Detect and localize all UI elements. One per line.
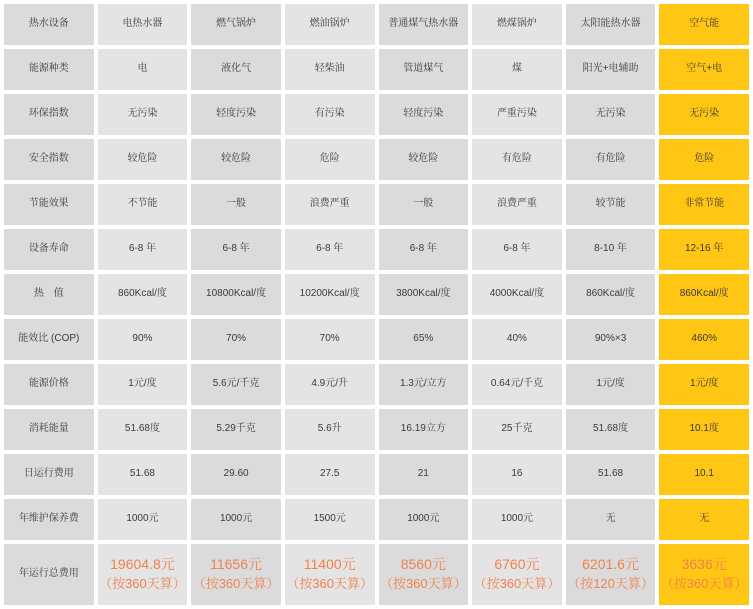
data-cell: 27.5 [285, 454, 375, 495]
data-cell-highlight: 860Kcal/度 [659, 274, 749, 315]
data-cell: 危险 [285, 139, 375, 180]
data-cell: 90% [98, 319, 188, 360]
data-cell: 严重污染 [472, 94, 562, 135]
data-cell: 90%×3 [566, 319, 656, 360]
data-cell: 1000元 [379, 499, 469, 540]
data-cell: 6-8 年 [285, 229, 375, 270]
data-cell: 0.64元/千克 [472, 364, 562, 405]
data-cell: 燃气锅炉 [191, 4, 281, 45]
data-cell [285, 544, 375, 605]
data-cell: 轻度污染 [379, 94, 469, 135]
data-cell: 较危险 [98, 139, 188, 180]
data-cell: 5.6元/千克 [191, 364, 281, 405]
data-cell-highlight: 12-16 年 [659, 229, 749, 270]
row-label-cell: 能效比 (COP) [4, 319, 94, 360]
data-cell-highlight [659, 544, 749, 605]
data-cell-highlight: 空气能 [659, 4, 749, 45]
data-cell: 4000Kcal/度 [472, 274, 562, 315]
data-cell-highlight: 1元/度 [659, 364, 749, 405]
data-cell: 10200Kcal/度 [285, 274, 375, 315]
data-cell: 浪费严重 [285, 184, 375, 225]
data-cell: 无污染 [98, 94, 188, 135]
total-cost-note: （按120天算） [567, 575, 654, 591]
data-cell [379, 544, 469, 605]
row-label-cell: 能源价格 [4, 364, 94, 405]
data-cell: 6-8 年 [379, 229, 469, 270]
row-label-cell: 年运行总费用 [4, 544, 94, 605]
total-cost-note: （按360天算） [473, 575, 561, 591]
data-cell: 1500元 [285, 499, 375, 540]
data-cell: 电热水器 [98, 4, 188, 45]
data-cell-highlight: 无污染 [659, 94, 749, 135]
data-cell-highlight: 10.1 [659, 454, 749, 495]
data-cell: 无 [566, 499, 656, 540]
data-cell-highlight: 空气+电 [659, 49, 749, 90]
total-cost-amount: 8560元 [400, 556, 446, 573]
data-cell [191, 544, 281, 605]
data-cell: 16.19立方 [379, 409, 469, 450]
data-cell: 21 [379, 454, 469, 495]
data-cell: 1.3元/立方 [379, 364, 469, 405]
total-cost-amount: 11656元 [210, 556, 263, 573]
data-cell: 8-10 年 [566, 229, 656, 270]
data-cell: 较危险 [191, 139, 281, 180]
row-label-cell: 节能效果 [4, 184, 94, 225]
data-cell: 5.6升 [285, 409, 375, 450]
data-cell: 10800Kcal/度 [191, 274, 281, 315]
total-cost-note: （按360天算） [286, 575, 374, 591]
data-cell: 1000元 [191, 499, 281, 540]
data-cell: 太阳能热水器 [566, 4, 656, 45]
data-cell: 51.68度 [566, 409, 656, 450]
data-cell: 阳光+电辅助 [566, 49, 656, 90]
data-cell: 65% [379, 319, 469, 360]
data-cell: 煤 [472, 49, 562, 90]
row-label-cell: 环保指数 [4, 94, 94, 135]
total-cost-note: （按360天算） [379, 575, 467, 591]
data-cell: 3800Kcal/度 [379, 274, 469, 315]
data-cell [472, 544, 562, 605]
total-cost-amount: 19604.8元 [110, 556, 175, 573]
data-cell: 6-8 年 [191, 229, 281, 270]
data-cell-highlight: 非常节能 [659, 184, 749, 225]
data-cell: 液化气 [191, 49, 281, 90]
row-label-cell: 热水设备 [4, 4, 94, 45]
data-cell-highlight: 无 [659, 499, 749, 540]
data-cell: 燃油锅炉 [285, 4, 375, 45]
row-label-cell: 安全指数 [4, 139, 94, 180]
data-cell [566, 544, 656, 605]
data-cell: 40% [472, 319, 562, 360]
data-cell: 较危险 [379, 139, 469, 180]
total-cost-amount: 6760元 [494, 556, 540, 573]
data-cell: 较节能 [566, 184, 656, 225]
data-cell: 70% [285, 319, 375, 360]
data-cell: 51.68 [98, 454, 188, 495]
row-label-cell: 消耗能量 [4, 409, 94, 450]
total-cost-note: （按360天算） [660, 575, 748, 591]
data-cell: 不节能 [98, 184, 188, 225]
row-label-cell: 能源种类 [4, 49, 94, 90]
data-cell: 16 [472, 454, 562, 495]
data-cell: 860Kcal/度 [566, 274, 656, 315]
data-cell: 6-8 年 [472, 229, 562, 270]
data-cell: 轻度污染 [191, 94, 281, 135]
data-cell: 一般 [191, 184, 281, 225]
data-cell-highlight: 危险 [659, 139, 749, 180]
data-cell: 51.68度 [98, 409, 188, 450]
data-cell: 轻柴油 [285, 49, 375, 90]
row-label-cell: 日运行费用 [4, 454, 94, 495]
data-cell: 有污染 [285, 94, 375, 135]
data-cell-highlight: 460% [659, 319, 749, 360]
data-cell: 浪费严重 [472, 184, 562, 225]
data-cell: 无污染 [566, 94, 656, 135]
data-cell: 燃煤锅炉 [472, 4, 562, 45]
total-cost-note: （按360天算） [192, 575, 280, 591]
data-cell: 有危险 [472, 139, 562, 180]
data-cell: 有危险 [566, 139, 656, 180]
data-cell: 70% [191, 319, 281, 360]
data-cell: 1000元 [98, 499, 188, 540]
row-label-cell: 年维护保养费 [4, 499, 94, 540]
data-cell: 1000元 [472, 499, 562, 540]
data-cell: 一般 [379, 184, 469, 225]
data-cell: 860Kcal/度 [98, 274, 188, 315]
total-cost-amount: 3636元 [681, 556, 727, 573]
data-cell: 29.60 [191, 454, 281, 495]
total-cost-amount: 6201.6元 [582, 556, 639, 573]
data-cell: 4.9元/升 [285, 364, 375, 405]
data-cell: 6-8 年 [98, 229, 188, 270]
data-cell: 25千克 [472, 409, 562, 450]
data-cell: 电 [98, 49, 188, 90]
row-label-cell: 热 值 [4, 274, 94, 315]
total-cost-amount: 11400元 [303, 556, 356, 573]
total-cost-note: （按360天算） [99, 575, 186, 591]
data-cell: 管道煤气 [379, 49, 469, 90]
data-cell [98, 544, 188, 605]
data-cell: 1元/度 [566, 364, 656, 405]
row-label-cell: 设备寿命 [4, 229, 94, 270]
data-cell-highlight: 10.1度 [659, 409, 749, 450]
data-cell: 普通煤气热水器 [379, 4, 469, 45]
data-cell: 1元/度 [98, 364, 188, 405]
data-cell: 51.68 [566, 454, 656, 495]
data-cell: 5.29千克 [191, 409, 281, 450]
